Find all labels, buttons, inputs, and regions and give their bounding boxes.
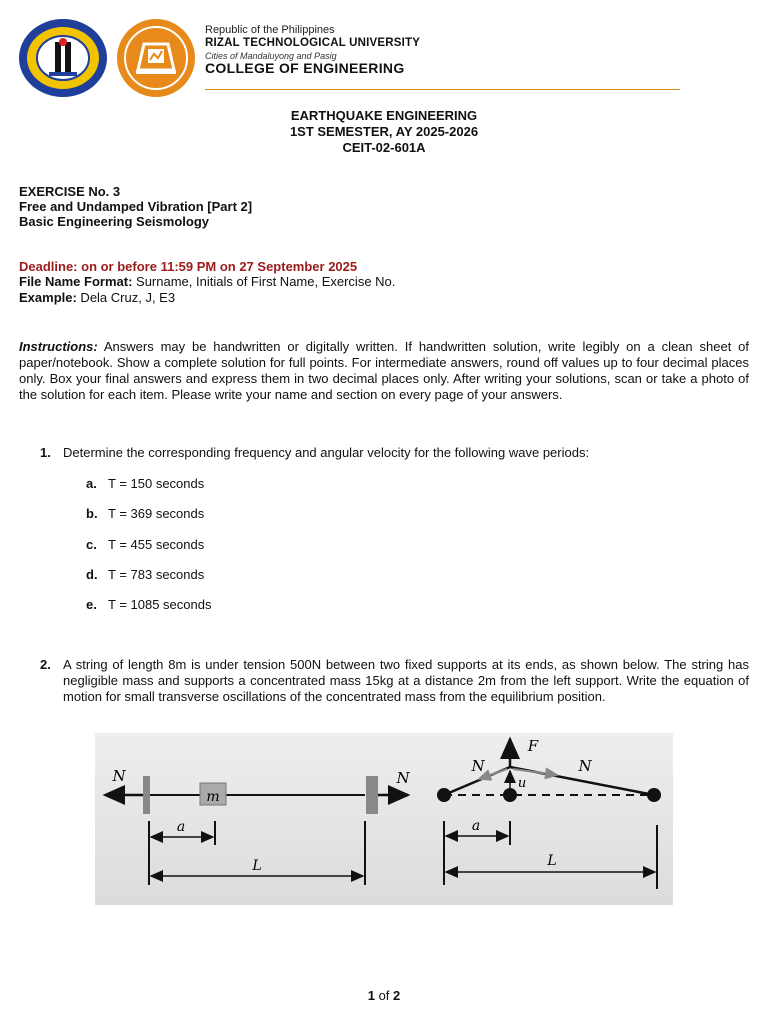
page-total: 2 — [393, 988, 401, 1003]
q1-item-a-text: T = 150 seconds — [108, 476, 205, 491]
file-name-format — [19, 274, 395, 289]
left-a-label: a — [176, 819, 186, 835]
q1-item-b-letter: b. — [86, 506, 98, 521]
course-title: EARTHQUAKE ENGINEERING — [290, 108, 478, 123]
page-of: of — [374, 988, 394, 1003]
instructions-paragraph — [19, 339, 749, 403]
rtu-seal-logo — [17, 18, 109, 98]
q1-item-c-letter: c. — [86, 537, 97, 552]
college-of-engineering-logo — [116, 18, 196, 98]
instructions-text: Answers may be handwritten or digitally written. If handwritten solution, write legibly on a clean sheet of paper/notebook. Show a complete solution for full points. For intermediate answers, round off values up to four decimal places only. Box your final answers and express them in two decimal places only. After writing your solutions, scan or take a photo of the solution for each item. Please write your name and section on every page of your answers. — [19, 339, 749, 402]
question-1-number: 1. — [40, 445, 51, 460]
example-line — [19, 290, 175, 305]
header-university: RIZAL TECHNOLOGICAL UNIVERSITY — [205, 37, 421, 49]
q1-item-b-text: T = 369 seconds — [108, 506, 205, 521]
page-number — [0, 988, 768, 1003]
left-N-label: N — [112, 767, 126, 785]
right-fig-right-support-node — [647, 788, 661, 802]
header-divider — [205, 89, 680, 90]
question-2-number: 2. — [40, 657, 51, 672]
q1-item-e-text: T = 1085 seconds — [108, 597, 212, 612]
question-2-text: A string of length 8m is under tension 500N between two fixed supports at its ends, as shown below. The string has negligible mass and supports a concentrated mass 15kg at a distance 2m from the left support. Write the equation of motion for small transverse oscillations of the concentrated mass from the equilibrium position. — [63, 657, 749, 704]
example-value: Dela Cruz, J, E3 — [76, 290, 176, 305]
instructions-label: Instructions: — [19, 339, 98, 354]
N-label-left: N — [471, 757, 485, 775]
page-current: 1 — [367, 988, 375, 1003]
left-support — [143, 776, 150, 814]
file-format-value: Surname, Initials of First Name, Exercise No. — [132, 274, 396, 289]
q1-item-d-letter: d. — [86, 567, 98, 582]
q1-item-d-text: T = 783 seconds — [108, 567, 205, 582]
right-L-label: L — [547, 853, 557, 869]
left-L-label: L — [252, 858, 262, 874]
u-label: u — [517, 776, 527, 791]
deadline: Deadline: on or before 11:59 PM on 27 September 2025 — [19, 259, 358, 274]
force-F-label: F — [527, 737, 539, 755]
right-a-label: a — [471, 818, 481, 834]
mass-label: m — [206, 789, 220, 805]
N-label-right: N — [578, 757, 592, 775]
header-cities: Cities of Mandaluyong and Pasig — [205, 51, 337, 61]
header-republic: Republic of the Philippines — [205, 24, 335, 36]
q1-item-a-letter: a. — [86, 476, 97, 491]
q1-item-c-text: T = 455 seconds — [108, 537, 205, 552]
course-semester: 1ST SEMESTER, AY 2025-2026 — [289, 124, 479, 139]
exercise-number: EXERCISE No. 3 — [19, 184, 121, 199]
right-N-label: N — [396, 769, 410, 787]
file-format-label: File Name Format: — [19, 274, 133, 289]
exercise-topic: Free and Undamped Vibration [Part 2] — [19, 199, 253, 214]
right-fig-left-support-node — [437, 788, 451, 802]
course-section: CEIT-02-601A — [342, 140, 426, 155]
q1-item-e-letter: e. — [86, 597, 97, 612]
string-mass-figure — [95, 733, 673, 905]
right-support — [366, 776, 378, 814]
example-label: Example: — [19, 290, 77, 305]
exercise-subtopic: Basic Engineering Seismology — [19, 214, 209, 229]
question-1-text: Determine the corresponding frequency and angular velocity for the following wave periods: — [63, 445, 590, 460]
header-college: COLLEGE OF ENGINEERING — [205, 60, 405, 76]
